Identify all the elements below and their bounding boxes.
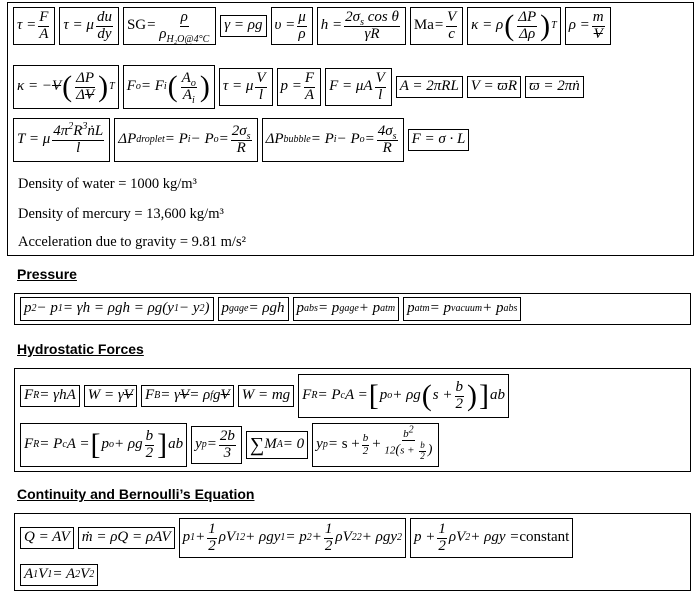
shear-stress-formula: τ = $\frac{F}{A}$ (13, 7, 55, 45)
weight-gamma-formula: W = γ V (84, 385, 137, 407)
continuity-heading: Continuity and Bernoulli’s Equation (17, 486, 255, 502)
buoyancy-formula: F B = γ V = ρ f g V (141, 385, 234, 407)
torque-formula: T = μ $\frac{4\pi^2R^3ṅL}{l}$ (13, 118, 110, 162)
cylinder-area-formula: A = 2πRL (396, 76, 463, 98)
density-formula: ρ = $\frac{m}{V}$ (565, 7, 611, 45)
droplet-pressure-formula: ΔP droplet = P i − P o = $\frac{2\sigma_s}{R}$ (114, 118, 257, 162)
mass-flow-rate-formula: ṁ = ρQ = ρAV (78, 527, 175, 549)
bernoulli-constant-formula: p + $\frac{1}{2}$ ρV 2 + ρgy = constant (410, 518, 573, 558)
water-density-text: Density of water = 1000 kg/m³ (18, 176, 197, 192)
properties-row-3 (13, 118, 469, 162)
weight-mass-formula: W = mg (238, 385, 294, 407)
hydrostatic-pressure-difference-formula: p 2 − p 1 = γh = ρgh = ρg(y 1 − y 2 ) (20, 297, 214, 321)
resultant-force-inclined-formula: F R = P c A = [ p o + ρg ( s + $\frac{b}{2}$ ) ] ab (298, 374, 509, 418)
linear-shear-formula: τ = μ $\frac{V}{l}$ (219, 68, 273, 106)
capillary-rise-formula: h = $\frac{2\sigma_s \cos \theta}{\gamma R}$ (317, 7, 406, 45)
center-of-pressure-formula: y p = $\frac{2b}{3}$ (191, 426, 242, 464)
absolute-pressure-formula: p abs = p gage + p atm (293, 297, 400, 321)
specific-gravity-formula: SG = $\frac{\rho}{\rho_{H_2O@4^\circ C}}$ (123, 7, 216, 45)
bulk-modulus-volume-formula: κ = − V ( $\frac{\Delta P}{\Delta V}$ ) T (13, 65, 119, 109)
surface-tension-force-formula: F = σ · L (408, 129, 470, 151)
atmospheric-pressure-formula: p atm = p vacuum + p abs (403, 297, 521, 321)
mach-number-formula: Ma = $\frac{V}{c}$ (410, 7, 463, 45)
bernoulli-two-point-formula: p 1 + $\frac{1}{2}$ ρV 1 2 + ρgy 1 = p 2 + $\frac{1}{2}$ ρV 2 2 + ρgy 2 (179, 518, 406, 558)
continuity-panel (14, 513, 691, 591)
properties-panel (7, 2, 694, 256)
pressure-heading: Pressure (17, 266, 77, 282)
volume-flow-rate-formula: Q = AV (20, 527, 74, 549)
tangential-velocity-formula: V = ϖR (467, 76, 521, 98)
mercury-density-text: Density of mercury = 13,600 kg/m³ (18, 206, 224, 222)
force-area-ratio-formula: F o = F i ( $\frac{A_o}{A_i}$ ) (123, 65, 215, 109)
pressure-panel (14, 293, 691, 325)
resultant-force-vertical-formula: F R = P c A = [ p o + ρg $\frac{b}{2}$ ] ab (20, 423, 187, 467)
continuity-area-velocity-formula: A 1 V 1 = A 2 V 2 (20, 564, 98, 586)
specific-weight-formula: γ = ρg (220, 15, 266, 37)
continuity-row-1 (20, 518, 573, 558)
bubble-pressure-formula: ΔP bubble = P i − P o = $\frac{4\sigma_s}{R}$ (262, 118, 404, 162)
center-of-pressure-inclined-formula: y p = s + $\frac{b}{2}$ + $b^2$ 12(s + $\frac{b}{2}$ ) (312, 423, 439, 467)
pressure-row (20, 297, 521, 321)
hydrostatic-panel (14, 368, 691, 472)
gage-pressure-formula: p gage = ρgh (218, 297, 289, 321)
gravity-text: Acceleration due to gravity = 9.81 m/s² (18, 234, 246, 250)
properties-row-1 (13, 7, 611, 45)
moment-sum-formula: ∑ M A = 0 (246, 431, 308, 459)
viscous-force-formula: F = μA $\frac{V}{l}$ (325, 68, 392, 106)
kinematic-viscosity-formula: υ = $\frac{\mu}{\rho}$ (271, 7, 313, 45)
hydrostatic-heading: Hydrostatic Forces (17, 341, 144, 357)
bulk-modulus-density-formula: κ = ρ ( $\frac{\Delta P}{\Delta\rho}$ ) T (467, 7, 561, 45)
resultant-force-gamma-formula: F R = γhA (20, 385, 80, 407)
properties-row-2 (13, 65, 584, 109)
pressure-formula: p = $\frac{F}{A}$ (277, 68, 322, 106)
newton-viscosity-formula: τ = μ $\frac{du}{dy}$ (59, 7, 119, 45)
hydrostatic-row-2 (20, 423, 439, 467)
continuity-row-2 (20, 564, 98, 586)
angular-speed-formula: ϖ = 2πṅ (525, 76, 584, 98)
hydrostatic-row-1 (20, 374, 509, 418)
